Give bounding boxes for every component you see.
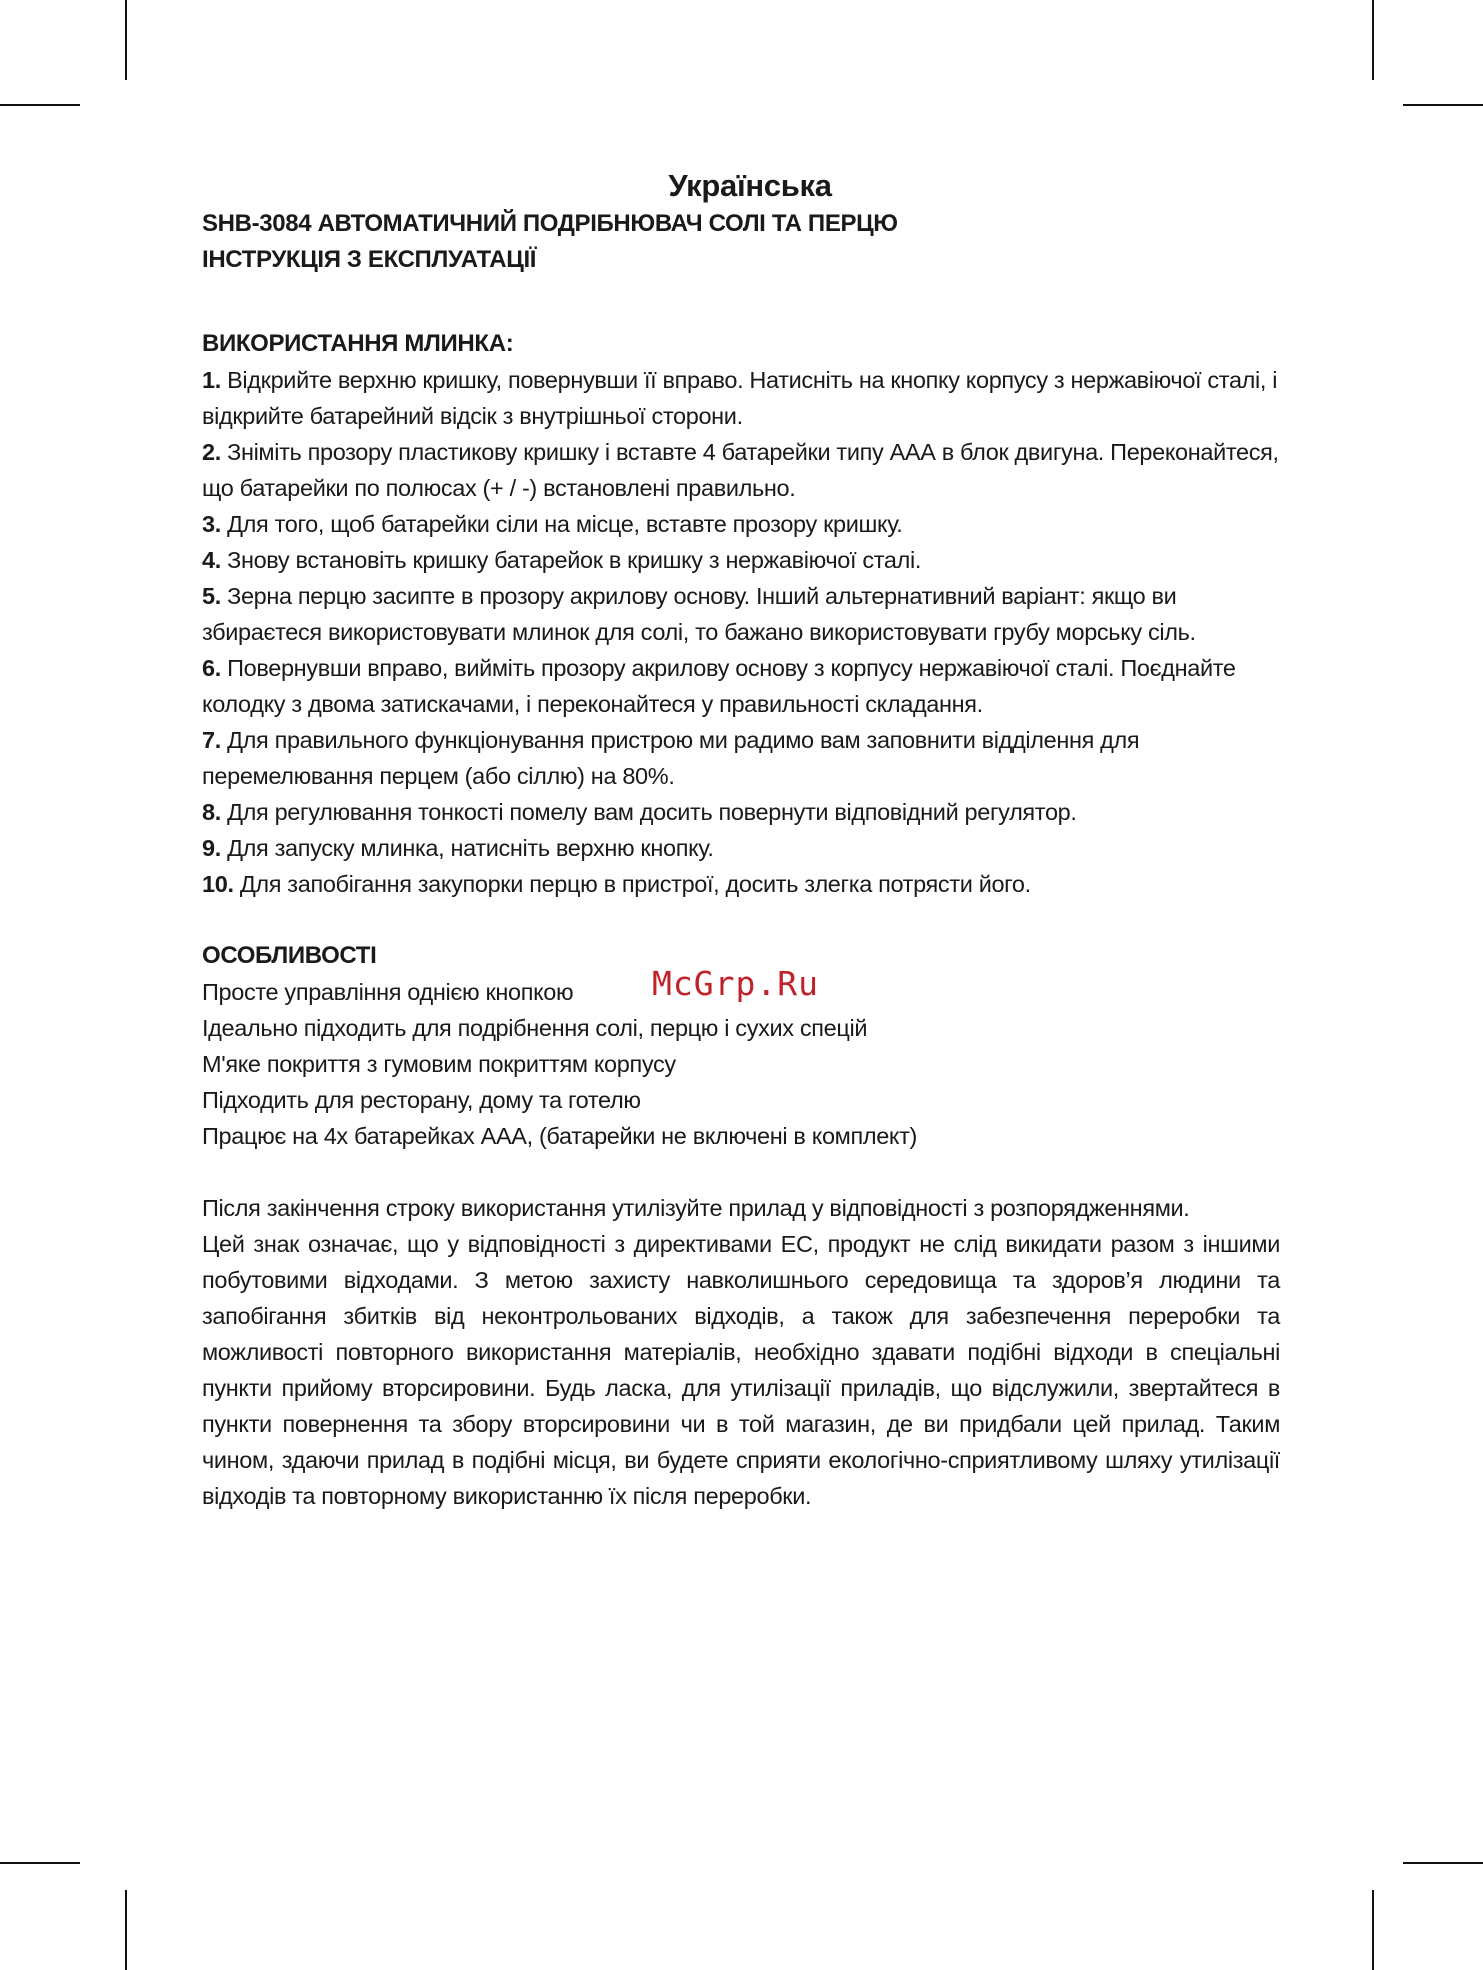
usage-step: 9. Для запуску млинка, натисніть верхню кнопку. [202,835,714,861]
usage-step: 2. Зніміть прозору пластикову кришку і вставте 4 батарейки типу ААА в блок двигуна. Переконайтеся, що батарейки по полюсах (+ / -) встановлені правильно. [202,439,1279,501]
manual-subtitle: ІНСТРУКЦІЯ З ЕКСПЛУАТАЦІЇ [202,246,537,273]
crop-mark-top-left-vertical [125,0,127,80]
disposal-paragraph: Цей знак означає, що у відповідності з директивами ЕС, продукт не слід викидати разом з іншими побутовими відходами. З метою захисту навколишнього середовища та здоров’я людини та запобігання збитків від неконтрольованих відходів, а також для забезпечення переробки та можливості повторного використання матеріалів, необхідно здавати подібні відходи в спеціальні пункти прийому вторсировини. Будь ласка, для утилізації приладів, що відслужили, звертайтеся в пункти повернення та збору вторсировини чи в той магазин, де ви придбали цей прилад. Таким чином, здаючи прилад в подібні місця, ви будете сприяти екологічно-сприятливому шляху утилізації відходів та повторному використанню їх після переробки. [202,1231,1280,1509]
disposal-intro: Після закінчення строку використання утилізуйте прилад у відповідності з розпорядженнями. [202,1195,1190,1221]
feature-item: Ідеально підходить для подрібнення солі, перцю і сухих спецій [202,1015,868,1041]
usage-steps-list [202,362,1280,902]
usage-section-title: ВИКОРИСТАННЯ МЛИНКА: [202,330,514,357]
usage-step: 10. Для запобігання закупорки перцю в пристрої, досить злегка потрясти його. [202,871,1031,897]
usage-step: 3. Для того, щоб батарейки сіли на місце, вставте прозору кришку. [202,511,903,537]
features-section-title: ОСОБЛИВОСТІ [202,942,377,969]
usage-step: 6. Повернувши вправо, вийміть прозору акрилову основу з корпусу нержавіючої сталі. Поєднайте колодку з двома затискачами, і переконайтеся у правильності складання. [202,655,1236,717]
crop-mark-top-right-horizontal [1403,104,1483,106]
crop-mark-bottom-right-vertical [1372,1890,1374,1970]
crop-mark-top-right-vertical [1372,0,1374,80]
language-title: Українська [668,168,832,203]
feature-item: Підходить для ресторану, дому та готелю [202,1087,641,1113]
feature-item: М'яке покриття з гумовим покриттям корпусу [202,1051,676,1077]
usage-step: 5. Зерна перцю засипте в прозору акрилову основу. Інший альтернативний варіант: якщо ви збираєтеся використовувати млинок для солі, то бажано використовувати грубу морську сіль. [202,583,1196,645]
crop-mark-bottom-left-vertical [125,1890,127,1970]
watermark-logo: McGrp.Ru [652,964,819,1003]
feature-item: Працює на 4х батарейках ААА, (батарейки не включені в комплект) [202,1123,918,1149]
crop-mark-top-left-horizontal [0,104,80,106]
product-title: SHB-3084 АВТОМАТИЧНИЙ ПОДРІБНЮВАЧ СОЛІ ТА ПЕРЦЮ [202,210,898,237]
usage-step: 7. Для правильного функціонування пристрою ми радимо вам заповнити відділення для перемелювання перцем (або сіллю) на 80%. [202,727,1140,789]
usage-step: 8. Для регулювання тонкості помелу вам досить повернути відповідний регулятор. [202,799,1077,825]
crop-mark-bottom-right-horizontal [1403,1862,1483,1864]
document-body [202,206,1280,1514]
usage-step: 1. Відкрийте верхню кришку, повернувши її вправо. Натисніть на кнопку корпусу з нержавіючої сталі, і відкрийте батарейний відсік з внутрішньої сторони. [202,367,1278,429]
crop-mark-bottom-left-horizontal [0,1862,80,1864]
feature-item: Просте управління однією кнопкою [202,979,574,1005]
usage-step: 4. Знову встановіть кришку батарейок в кришку з нержавіючої сталі. [202,547,922,573]
